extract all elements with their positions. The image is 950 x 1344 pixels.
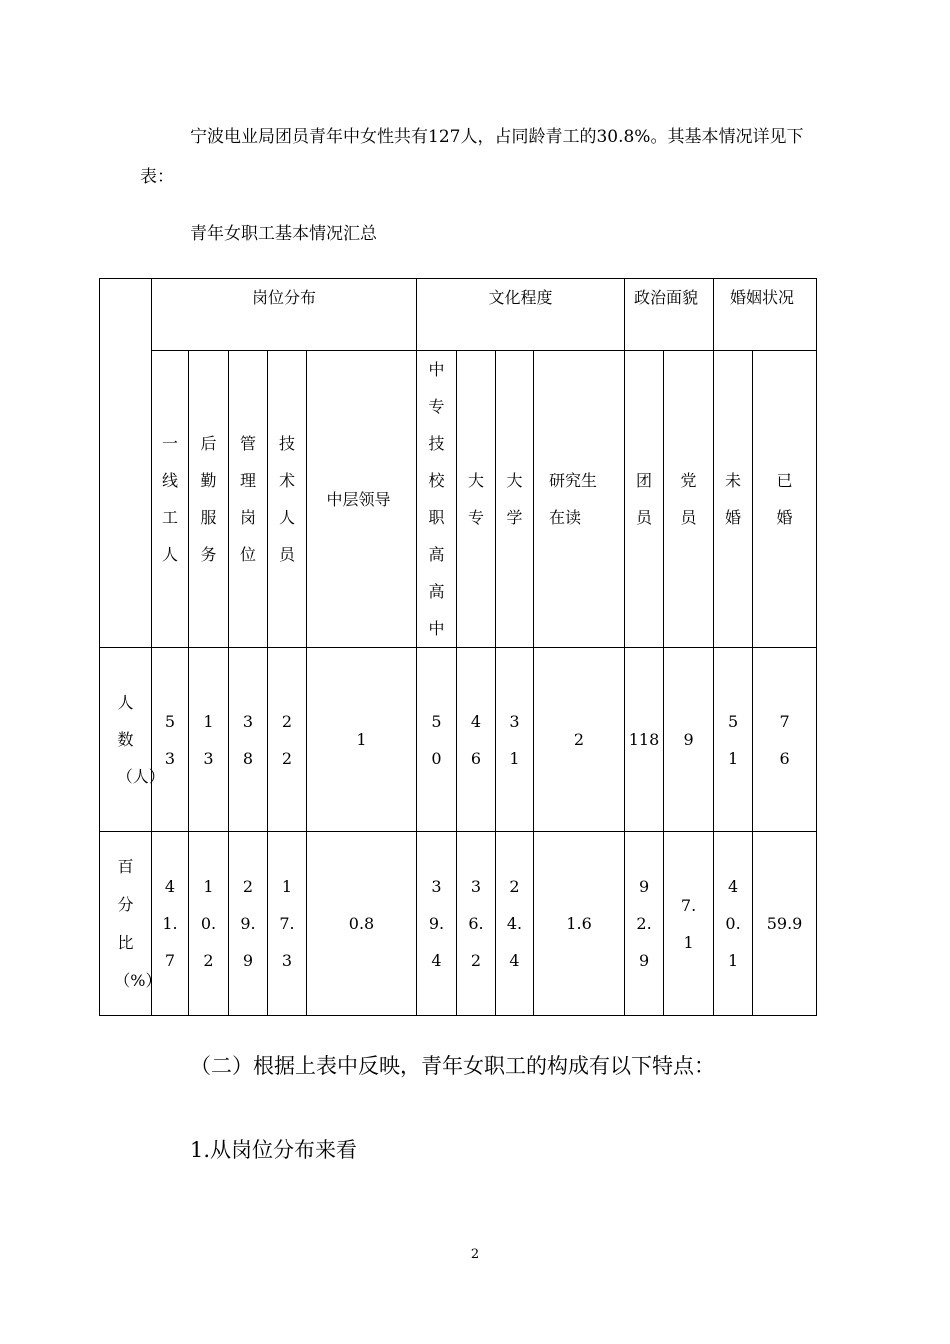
column-header: 党员 (664, 351, 714, 648)
table-cell: 13 (189, 648, 229, 832)
column-header: 后勤服务 (189, 351, 229, 648)
column-header: 一线工人 (152, 351, 189, 648)
column-header: 大专 (457, 351, 496, 648)
group-post-header: 岗位分布 (152, 279, 417, 351)
table-cell: 46 (457, 648, 496, 832)
column-header: 研究生在读 (534, 351, 625, 648)
table-row (100, 832, 817, 1016)
table-cell: 1.6 (534, 832, 625, 1016)
table-cell: 118 (625, 648, 664, 832)
table-cell: 92.9 (625, 832, 664, 1016)
row-label-percent: 百分比（%） (100, 832, 152, 1016)
table-cell: 31 (496, 648, 534, 832)
column-header: 中层领导 (307, 351, 417, 648)
table-cell: 40.1 (714, 832, 753, 1016)
table-cell: 9 (664, 648, 714, 832)
corner-cell (100, 279, 152, 648)
table-cell: 41.7 (152, 832, 189, 1016)
table-cell: 10.2 (189, 832, 229, 1016)
table-cell: 53 (152, 648, 189, 832)
group-education-header: 文化程度 (417, 279, 625, 351)
table-caption: 青年女职工基本情况汇总 (190, 224, 377, 244)
column-header: 中专技校职高高中 (417, 351, 457, 648)
table-cell: 29.9 (229, 832, 268, 1016)
table-cell: 1 (307, 648, 417, 832)
section-heading: （二）根据上表中反映，青年女职工的构成有以下特点： (190, 1054, 715, 1078)
page-number: 2 (470, 1247, 480, 1262)
table-cell: 7.1 (664, 832, 714, 1016)
group-political-header: 政治面貌 (625, 279, 714, 351)
intro-paragraph: 宁波电业局团员青年中女性共有127人，占同龄青工的30.8%。其基本情况详见下表： (140, 127, 804, 187)
table-cell: 39.4 (417, 832, 457, 1016)
subsection-heading: 1.从岗位分布来看 (190, 1138, 358, 1162)
table-row (100, 648, 817, 832)
header-row-columns (100, 351, 817, 648)
table-cell: 2 (534, 648, 625, 832)
column-header: 大学 (496, 351, 534, 648)
header-row-groups (100, 279, 817, 351)
table-cell: 59.9 (753, 832, 817, 1016)
column-header: 未婚 (714, 351, 753, 648)
table-cell: 51 (714, 648, 753, 832)
row-label-count: 人数（人） (100, 648, 152, 832)
column-header: 技术人员 (268, 351, 307, 648)
group-marital-header: 婚姻状况 (714, 279, 817, 351)
column-header: 管理岗位 (229, 351, 268, 648)
summary-table (99, 278, 817, 1016)
table-cell: 0.8 (307, 832, 417, 1016)
column-header: 已婚 (753, 351, 817, 648)
column-header: 团员 (625, 351, 664, 648)
table-cell: 36.2 (457, 832, 496, 1016)
table-cell: 50 (417, 648, 457, 832)
table-cell: 17.3 (268, 832, 307, 1016)
table-cell: 22 (268, 648, 307, 832)
table-cell: 38 (229, 648, 268, 832)
table-cell: 76 (753, 648, 817, 832)
table-cell: 24.4 (496, 832, 534, 1016)
